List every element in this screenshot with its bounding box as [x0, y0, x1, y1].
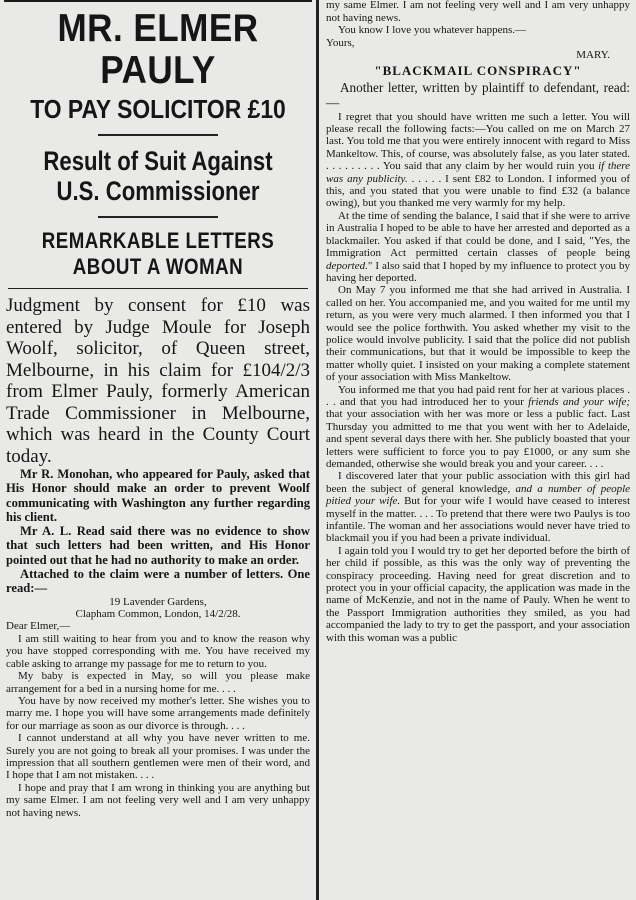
left-column: [0, 0, 316, 900]
letter-paragraph: On May 7 you informed me that she had arrived in Australia. I called on her. You accompanied me, and you waited for me until my return, as you were very much alarmed. I then informed you that I would see the police forthwith. You asked whether my visit to the police would involve publicity. I said that the police did not publish their communications, but that it would be impossible to keep the matter wholly quiet. I insisted on your making a complete statement of your association with Miss Mankeltow.: [326, 284, 630, 384]
headline-line-2: TO PAY SOLICITOR £10: [30, 94, 286, 124]
text-run: At the time of sending the balance, I said that if she were to arrive in Australia I hoped to be able to have her arrested and deported as a blackmailer. You asked if that could be done, and I said, "Yes, the Immigration Act permitted certain classes of people being: [326, 209, 630, 260]
paragraph-attached: Attached to the claim were a number of letters. One read:—: [6, 567, 310, 596]
section-heading: "BLACKMAIL CONSPIRACY": [374, 63, 582, 79]
letter-paragraph: You have by now received my mother's letter. She wishes you to marry me. I hope you will have some arrangements made definitely for our marriage as soon as our divorce is through. . . .: [6, 694, 310, 732]
subheadline-1: Result of Suit Against: [43, 146, 273, 176]
letter-paragraph: My baby is expected in May, so will you please make arrangement for a bed in a nursing home for me. . . .: [6, 670, 310, 695]
divider: [8, 288, 308, 289]
column-rule: [316, 0, 319, 900]
subheadline-2: U.S. Commissioner: [56, 176, 260, 206]
letter-paragraph: I am still waiting to hear from you and to know the reason why you have stopped corresponding with me. You have received my cable asking to arrange my passage for me to return to you.: [6, 632, 310, 670]
right-column: [320, 0, 636, 900]
letter-paragraph: You know I love you whatever happens.—: [338, 24, 526, 37]
letter-paragraph: I cannot understand at all why you have never written to me. Surely you are not going to break all your promises. I was under the impression that all southern gentlemen were men of their word, and I hope that I am not mistaken. . . .: [6, 732, 310, 782]
subheadline-4: ABOUT A WOMAN: [72, 254, 244, 279]
letter-signature: MARY.: [576, 49, 610, 62]
letter-paragraph: [326, 384, 630, 471]
letter-paragraph: I again told you I would try to get her deported before the birth of her child if possible, as this was the only way of preventing the conspiracy proceeding. Having need for great discretion and to protect you in your official capacity, the application was made in the name of McKenzie, and not in the name of Pauly. When he went to the Passport Immigration authorities they smiled, as you had accompanied the lady to try to get the passport, and your association with this woman was a public: [326, 544, 630, 644]
paragraph-monohan: Mr R. Monohan, who appeared for Pauly, asked that His Honor should make an order to prevent Woolf communicating with Washington any further regarding his client.: [6, 467, 310, 524]
letter-address-2: Clapham Common, London, 14/2/28.: [75, 608, 241, 621]
divider: [98, 134, 218, 136]
text-run: I discovered later that your public association with this girl had been the subject of general knowledge,: [326, 470, 630, 495]
letter-salutation: Dear Elmer,—: [6, 620, 71, 633]
letter-paragraph: [326, 470, 630, 544]
text-run: But for your wife I would have ceased to interest myself in the matter. . . . To pretend that there were two Paulys is too infantile. The woman and her associations would never have tried to blackmail you if you had been a private individual.: [326, 495, 631, 545]
text-run: " I also said that I hoped by my influence to protect you by having her deported.: [326, 259, 630, 284]
paragraph-read: Mr A. L. Read said there was no evidence to show that such letters had been written, and His Honor pointed out that he had no authority to make an order.: [6, 524, 310, 567]
letter-closing: Yours,: [326, 36, 355, 49]
paragraph-intro: Another letter, written by plaintiff to defendant, read:—: [326, 80, 630, 111]
text-run: I regret that you should have written me such a letter. You will please recall the following facts:—You called on me on March 27 last. You told me that you were entirely innocent with regard to Miss Mankeltow. This, of course, was absolutely false, as you later stated. . . . . . . . . . You said that any claim by her would ruin you: [326, 110, 630, 173]
letter-address: 19 Lavender Gardens,: [109, 595, 207, 608]
letter-paragraph-continued: my same Elmer. I am not feeling very well and I am very unhappy not having news.: [326, 0, 630, 24]
text-run: You informed me that you had paid rent for her at various places . . . and that you had introduced her to your: [326, 383, 630, 408]
letter-paragraph: [326, 111, 630, 210]
italic-run: and a number of people pitied your wife.: [326, 482, 631, 508]
letter-paragraph: [326, 210, 630, 284]
italic-run: friends and your wife;: [528, 395, 630, 408]
letter-paragraph: I hope and pray that I am wrong in thinking you are anything but my same Elmer. I am not feeling very well and I am very unhappy not having news.: [6, 781, 310, 819]
headline-line-1: MR. ELMER PAULY: [57, 7, 259, 92]
subheadline-3: REMARKABLE LETTERS: [41, 228, 275, 253]
text-run: that your association with her was more or less a public fact. Last Thursday you admitted to me that you went with her to Adelaide, and spent several days there with her. She publicly boasted that your letters were sufficient to force you to pay £1000, or any sum she demanded, otherwise she would break you and your career. . . .: [326, 408, 630, 470]
italic-run: deported.: [326, 259, 368, 272]
divider: [98, 216, 218, 218]
text-run: . . . . . I sent £82 to London. I informed you of this, and you stated that you were unable to find £32 (a balance owing), but you thanked me very warmly for my help.: [326, 172, 630, 210]
italic-run: if there was any publicity.: [326, 160, 631, 185]
lead-paragraph: Judgment by consent for £10 was entered by Judge Moule for Joseph Woolf, solicitor, of Queen street, Melbourne, in his claim for £104/2/3 from Elmer Pauly, formerly American Trade Commissioner in Melbourne, which was heard in the County Court today.: [6, 295, 310, 467]
top-rule: [4, 0, 312, 2]
